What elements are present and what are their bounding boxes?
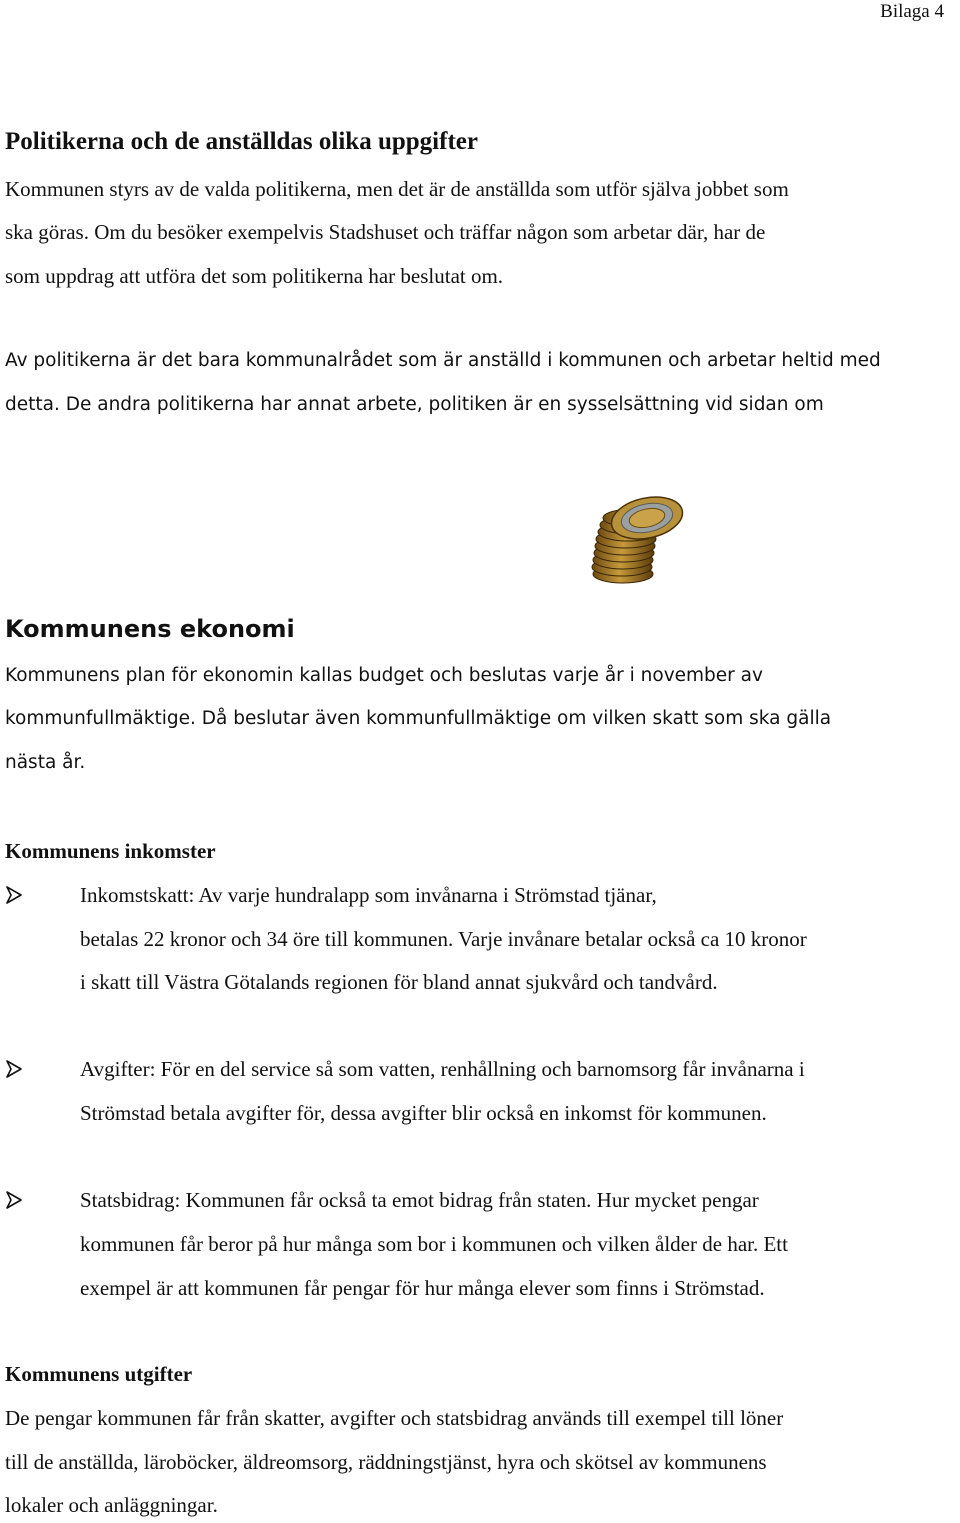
paragraph-line: Kommunens plan för ekonomin kallas budget och beslutas varje år i november av [5,665,763,686]
paragraph-line: Kommunen styrs av de valda politikerna, men det är de anställda som utför själva jobbet som [5,177,789,201]
list-item-line: betalas 22 kronor och 34 öre till kommunen. Varje invånare betalar också ca 10 kronor [80,927,807,951]
paragraph-line: kommunfullmäktige. Då beslutar även kommunfullmäktige om vilken skatt som ska gälla [5,708,832,729]
arrowhead-bullet-icon [5,1190,23,1210]
section-title-politics: Politikerna och de anställdas olika uppgifter [5,128,478,155]
paragraph-line: De pengar kommunen får från skatter, avgifter och statsbidrag används till exempel till löner [5,1406,784,1430]
paragraph-line: Av politikerna är det bara kommunalrådet som är anställd i kommunen och arbetar heltid med [5,350,881,371]
paragraph-line: detta. De andra politikerna har annat arbete, politiken är en sysselsättning vid sidan om [5,394,824,415]
section-title-economy: Kommunens ekonomi [5,615,295,643]
arrowhead-bullet-icon [5,1059,23,1079]
arrowhead-bullet-icon [5,885,23,905]
list-item-line: Inkomstskatt: Av varje hundralapp som invånarna i Strömstad tjänar, [80,883,657,907]
paragraph-line: ska göras. Om du besöker exempelvis Stadshuset och träffar någon som arbetar där, har de [5,220,766,244]
paragraph-line: till de anställda, läroböcker, äldreomsorg, räddningstjänst, hyra och skötsel av kommunens [5,1450,767,1474]
paragraph-line: som uppdrag att utföra det som politikerna har beslutat om. [5,264,504,288]
list-item-line: Avgifter: För en del service så som vatten, renhållning och barnomsorg får invånarna i [80,1057,805,1081]
section-title-expenses: Kommunens utgifter [5,1362,193,1386]
paragraph-line: lokaler och anläggningar. [5,1493,218,1517]
list-item-line: i skatt till Västra Götalands regionen för bland annat sjukvård och tandvård. [80,970,718,994]
list-item-line: exempel är att kommunen får pengar för hur många elever som finns i Strömstad. [80,1276,765,1300]
page-header-label: Bilaga 4 [880,1,944,22]
list-item-line: kommunen får beror på hur många som bor i kommunen och vilken ålder de har. Ett [80,1232,788,1256]
list-item-line: Statsbidrag: Kommunen får också ta emot bidrag från staten. Hur mycket pengar [80,1188,759,1212]
coin-stack-icon [585,494,697,590]
paragraph-line: nästa år. [5,752,86,773]
list-item-line: Strömstad betala avgifter för, dessa avgifter blir också en inkomst för kommunen. [80,1101,767,1125]
section-title-income: Kommunens inkomster [5,839,216,863]
